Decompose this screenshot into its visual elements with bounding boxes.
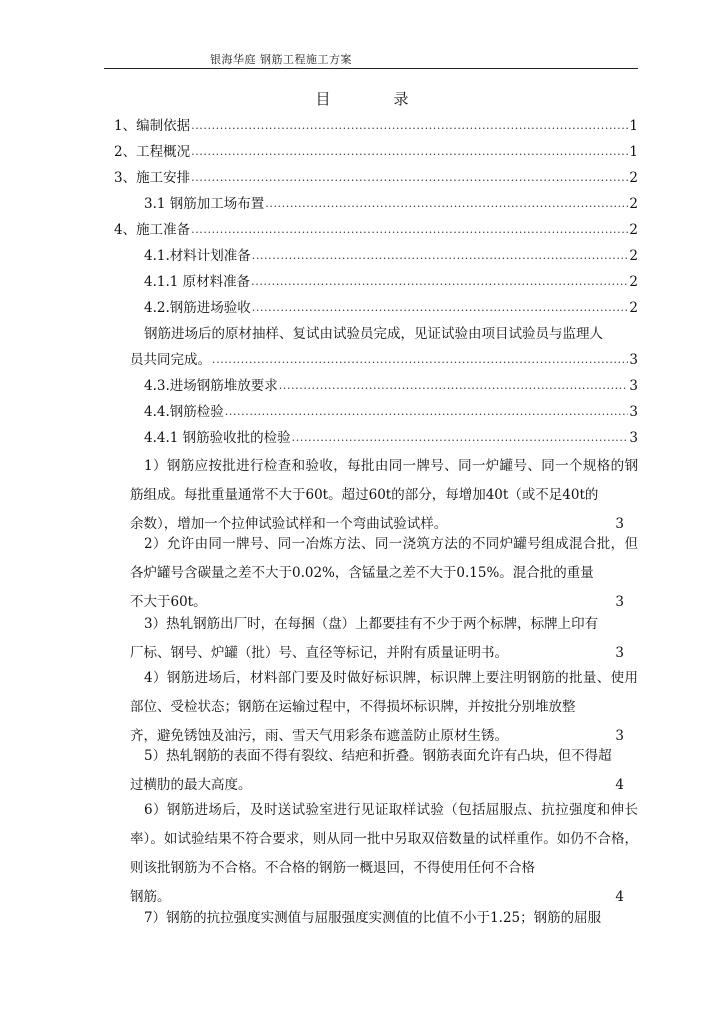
paragraph-last-text: 不大于60t。 xyxy=(130,594,207,610)
toc-entry[interactable] xyxy=(144,272,638,292)
toc-entry-label: 4.4.钢筋检验 xyxy=(144,404,224,420)
toc-paragraph-line: 钢筋进场后的原材抽样、复试由试验员完成，见证试验由项目试验员与监理人 xyxy=(144,326,603,342)
toc-paragraph[interactable] xyxy=(130,742,638,800)
toc-entry-page: 2 xyxy=(629,274,638,290)
toc-leader xyxy=(191,142,628,162)
paragraph-last-text: 过横肋的最大高度。 xyxy=(130,777,252,793)
toc-leader xyxy=(292,428,629,448)
toc-leader xyxy=(191,168,628,188)
toc-paragraph[interactable] xyxy=(130,530,638,617)
toc-entry-page: 2 xyxy=(629,196,638,212)
paragraph-page: 3 xyxy=(615,516,624,532)
toc-leader xyxy=(265,194,628,214)
toc-entry-label: 4.3.进场钢筋堆放要求 xyxy=(144,378,278,394)
toc-entry-label: 3.1 钢筋加工场布置 xyxy=(144,196,265,212)
toc-entry-page: 2 xyxy=(629,170,638,186)
toc-entry[interactable] xyxy=(130,350,638,370)
toc-entry[interactable] xyxy=(144,194,638,214)
toc-entry-page: 3 xyxy=(629,378,638,394)
paragraph-page: 4 xyxy=(615,889,624,905)
toc-paragraph[interactable] xyxy=(130,904,638,933)
paragraph-text: 6）钢筋进场后，及时送试验室进行见证取样试验（包括屈服点、抗拉强度和伸长率）。如试验结果不符合要求，则从同一批中另取双倍数量的试样重作。如仍不合格，则该批钢筋为不合格。不合格的钢筋一概退回，不得使用任何不合格 xyxy=(130,802,638,876)
paragraph-text: 3）热轧钢筋出厂时，在每捆（盘）上都要挂有不少于两个标牌，标牌上印有 xyxy=(144,616,599,632)
paragraph-text: 7）钢筋的抗拉强度实测值与屈服强度实测值的比值不小于1.25；钢筋的屈服 xyxy=(144,910,602,926)
paragraph-page: 4 xyxy=(615,777,624,793)
toc-entry-label: 3、施工安排 xyxy=(114,170,191,186)
paragraph-page: 3 xyxy=(615,594,624,610)
paragraph-last-text: 余数），增加一个拉伸试验试样和一个弯曲试验试样。 xyxy=(130,516,448,532)
toc-entry[interactable] xyxy=(114,220,638,240)
toc-entry[interactable] xyxy=(144,298,638,318)
toc-entry-label: 员共同完成。 xyxy=(130,352,211,368)
toc-paragraph[interactable] xyxy=(130,610,638,668)
paragraph-text: 1）钢筋应按批进行检查和验收，每批由同一牌号、同一炉罐号、同一个规格的钢筋组成。每批重量通常不大于60t。超过60t的部分，每增加40t（或不足40t的 xyxy=(130,458,638,503)
toc-paragraph[interactable] xyxy=(130,452,638,539)
paragraph-page: 3 xyxy=(615,728,624,744)
toc-paragraph[interactable] xyxy=(130,664,638,751)
toc-entry-label: 2、工程概况 xyxy=(114,144,191,160)
toc-title: 目 录 xyxy=(315,90,433,108)
paragraph-last-text: 钢筋。 xyxy=(130,889,171,905)
header-divider xyxy=(104,68,638,69)
running-header: 银海华庭 钢筋工程施工方案 xyxy=(210,53,352,66)
toc-entry-page: 2 xyxy=(629,222,638,238)
paragraph-text: 2）允许由同一牌号、同一冶炼方法、同一浇筑方法的不同炉罐号组成混合批，但各炉罐号含碳量之差不大于0.02%，含锰量之差不大于0.15%。混合批的重量 xyxy=(130,536,638,581)
toc-entry-label: 4.2.钢筋进场验收 xyxy=(144,300,251,316)
toc-entry[interactable] xyxy=(144,376,638,396)
toc-entry-label: 4.1.1 原材料准备 xyxy=(144,274,251,290)
toc-leader xyxy=(212,350,628,370)
toc-entry[interactable] xyxy=(144,246,638,266)
toc-entry-label: 4.1.材料计划准备 xyxy=(144,248,251,264)
paragraph-last-text: 齐，避免锈蚀及油污，雨、雪天气用彩条布遮盖防止原材生锈。 xyxy=(130,728,508,744)
paragraph-text: 5）热轧钢筋的表面不得有裂纹、结疤和折叠。钢筋表面允许有凸块，但不得超 xyxy=(144,748,612,764)
paragraph-text: 4）钢筋进场后，材料部门要及时做好标识牌，标识牌上要注明钢筋的批量、使用部位、受检状态；钢筋在运输过程中，不得损坏标识牌，并按批分别堆放整 xyxy=(130,670,638,715)
toc-entry-page: 3 xyxy=(629,430,638,446)
toc-entry-label: 4、施工准备 xyxy=(114,222,191,238)
toc-entry-page: 2 xyxy=(629,300,638,316)
toc-entry[interactable] xyxy=(144,402,638,422)
toc-entry[interactable] xyxy=(144,428,638,448)
toc-entry-label: 4.4.1 钢筋验收批的检验 xyxy=(144,430,291,446)
toc-leader xyxy=(252,298,629,318)
toc-entry-page: 1 xyxy=(629,144,638,160)
toc-entry-page: 3 xyxy=(629,352,638,368)
paragraph-page: 3 xyxy=(615,645,624,661)
toc-entry[interactable] xyxy=(114,116,638,136)
toc-entry[interactable] xyxy=(114,168,638,188)
toc-entry-page: 3 xyxy=(629,404,638,420)
toc-leader xyxy=(251,272,628,292)
toc-leader xyxy=(191,116,628,136)
toc-leader xyxy=(225,402,629,422)
toc-leader xyxy=(252,246,629,266)
toc-entry-page: 1 xyxy=(629,118,638,134)
toc-entry-label: 1、编制依据 xyxy=(114,118,191,134)
paragraph-last-text: 厂标、钢号、炉罐（批）号、直径等标记，并附有质量证明书。 xyxy=(130,645,508,661)
toc-leader xyxy=(279,376,629,396)
toc-paragraph[interactable] xyxy=(130,796,638,912)
toc-entry[interactable] xyxy=(114,142,638,162)
toc-entry-page: 2 xyxy=(629,248,638,264)
toc-leader xyxy=(191,220,628,240)
